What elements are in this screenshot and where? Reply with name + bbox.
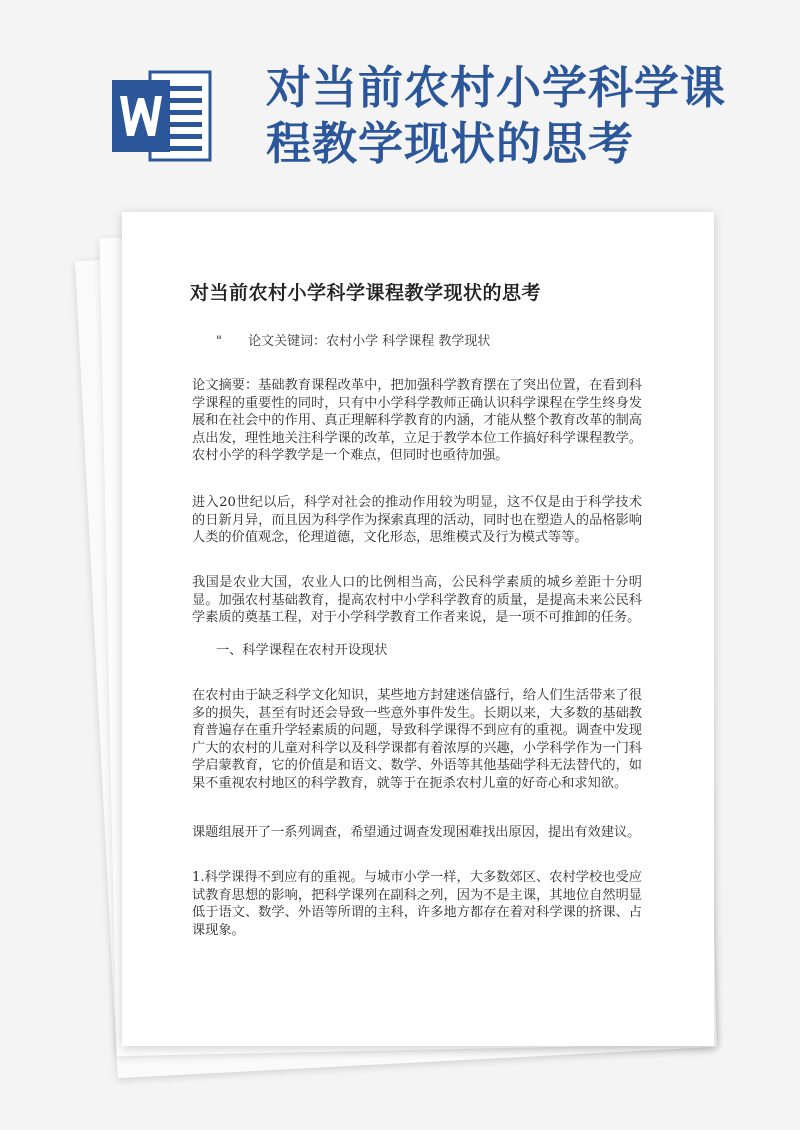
abstract-paragraph: 论文摘要：基础教育课程改革中，把加强科学教育摆在了突出位置，在看到科学课程的重要性的同时，只有中小学科学教师正确认识科学课程在学生终身发展和在社会中的作用、真正理解科学教育的内涵，才能从整个教育改革的制高点出发，理性地关注科学课的改革，立足于教学本位工作搞好科学课程教学。农村小学的科学教学是一个难点，但同时也亟待加强。 — [192, 378, 642, 463]
banner-title — [266, 60, 786, 172]
document-title: 对当前农村小学科学课程教学现状的思考 — [190, 282, 542, 304]
section-heading-1: 一、科学课程在农村开设现状 — [216, 643, 388, 658]
paragraph-20th-century: 进入20世纪以后，科学对社会的推动作用较为明显，这不仅是由于科学技术的日新月异，而且因为科学作为探索真理的活动，同时也在塑造人的品格影响人类的价值观念，伦理道德，文化形态，思维模式及行为模式等等。 — [192, 495, 642, 545]
keywords-mark: " — [216, 334, 222, 349]
word-document-icon — [112, 68, 212, 164]
keywords-text: 论文关键词：农村小学 科学课程 教学现状 — [248, 334, 491, 349]
banner — [0, 0, 800, 210]
paragraph-agriculture: 我国是农业大国，农业人口的比例相当高，公民科学素质的城乡差距十分明显。加强农村基础教育，提高农村中小学科学教育的质量，是提高未来公民科学素质的奠基工程，对于小学科学教育工作者来说，是一项不可推卸的任务。 — [192, 575, 642, 625]
paragraph-survey: 课题组展开了一系列调查，希望通过调查发现困难找出原因，提出有效建议。 — [192, 825, 641, 840]
paragraph-rural-science: 在农村由于缺乏科学文化知识，某些地方封建迷信盛行，给人们生活带来了很多的损失，甚至有时还会导致一些意外事件发生。长期以来，大多数的基础教育普遍存在重升学轻素质的问题，导致科学课得不到应有的重视。调查中发现广大的农村的儿童对科学以及科学课都有着浓厚的兴趣，小学科学作为一门科学启蒙教育，它的价值是和语文、数学、外语等其他基础学科无法替代的，如果不重视农村地区的科学教育，就等于在扼杀农村儿童的好奇心和求知欲。 — [192, 688, 642, 791]
banner-title-line1: 对当前农村小学科学课 — [266, 61, 727, 114]
document-page — [122, 212, 714, 1046]
keywords-line — [216, 330, 490, 349]
banner-title-line2: 程教学现状的思考 — [266, 117, 635, 170]
paragraph-point-1: 1.科学课得不到应有的重视。与城市小学一样，大多数郊区、农村学校也受应试教育思想的影响，把科学课列在副科之列，因为不是主课，其地位自然明显低于语文、数学、外语等所谓的主科，许多地方都存在着对科学课的挤课、占课现象。 — [192, 870, 642, 938]
